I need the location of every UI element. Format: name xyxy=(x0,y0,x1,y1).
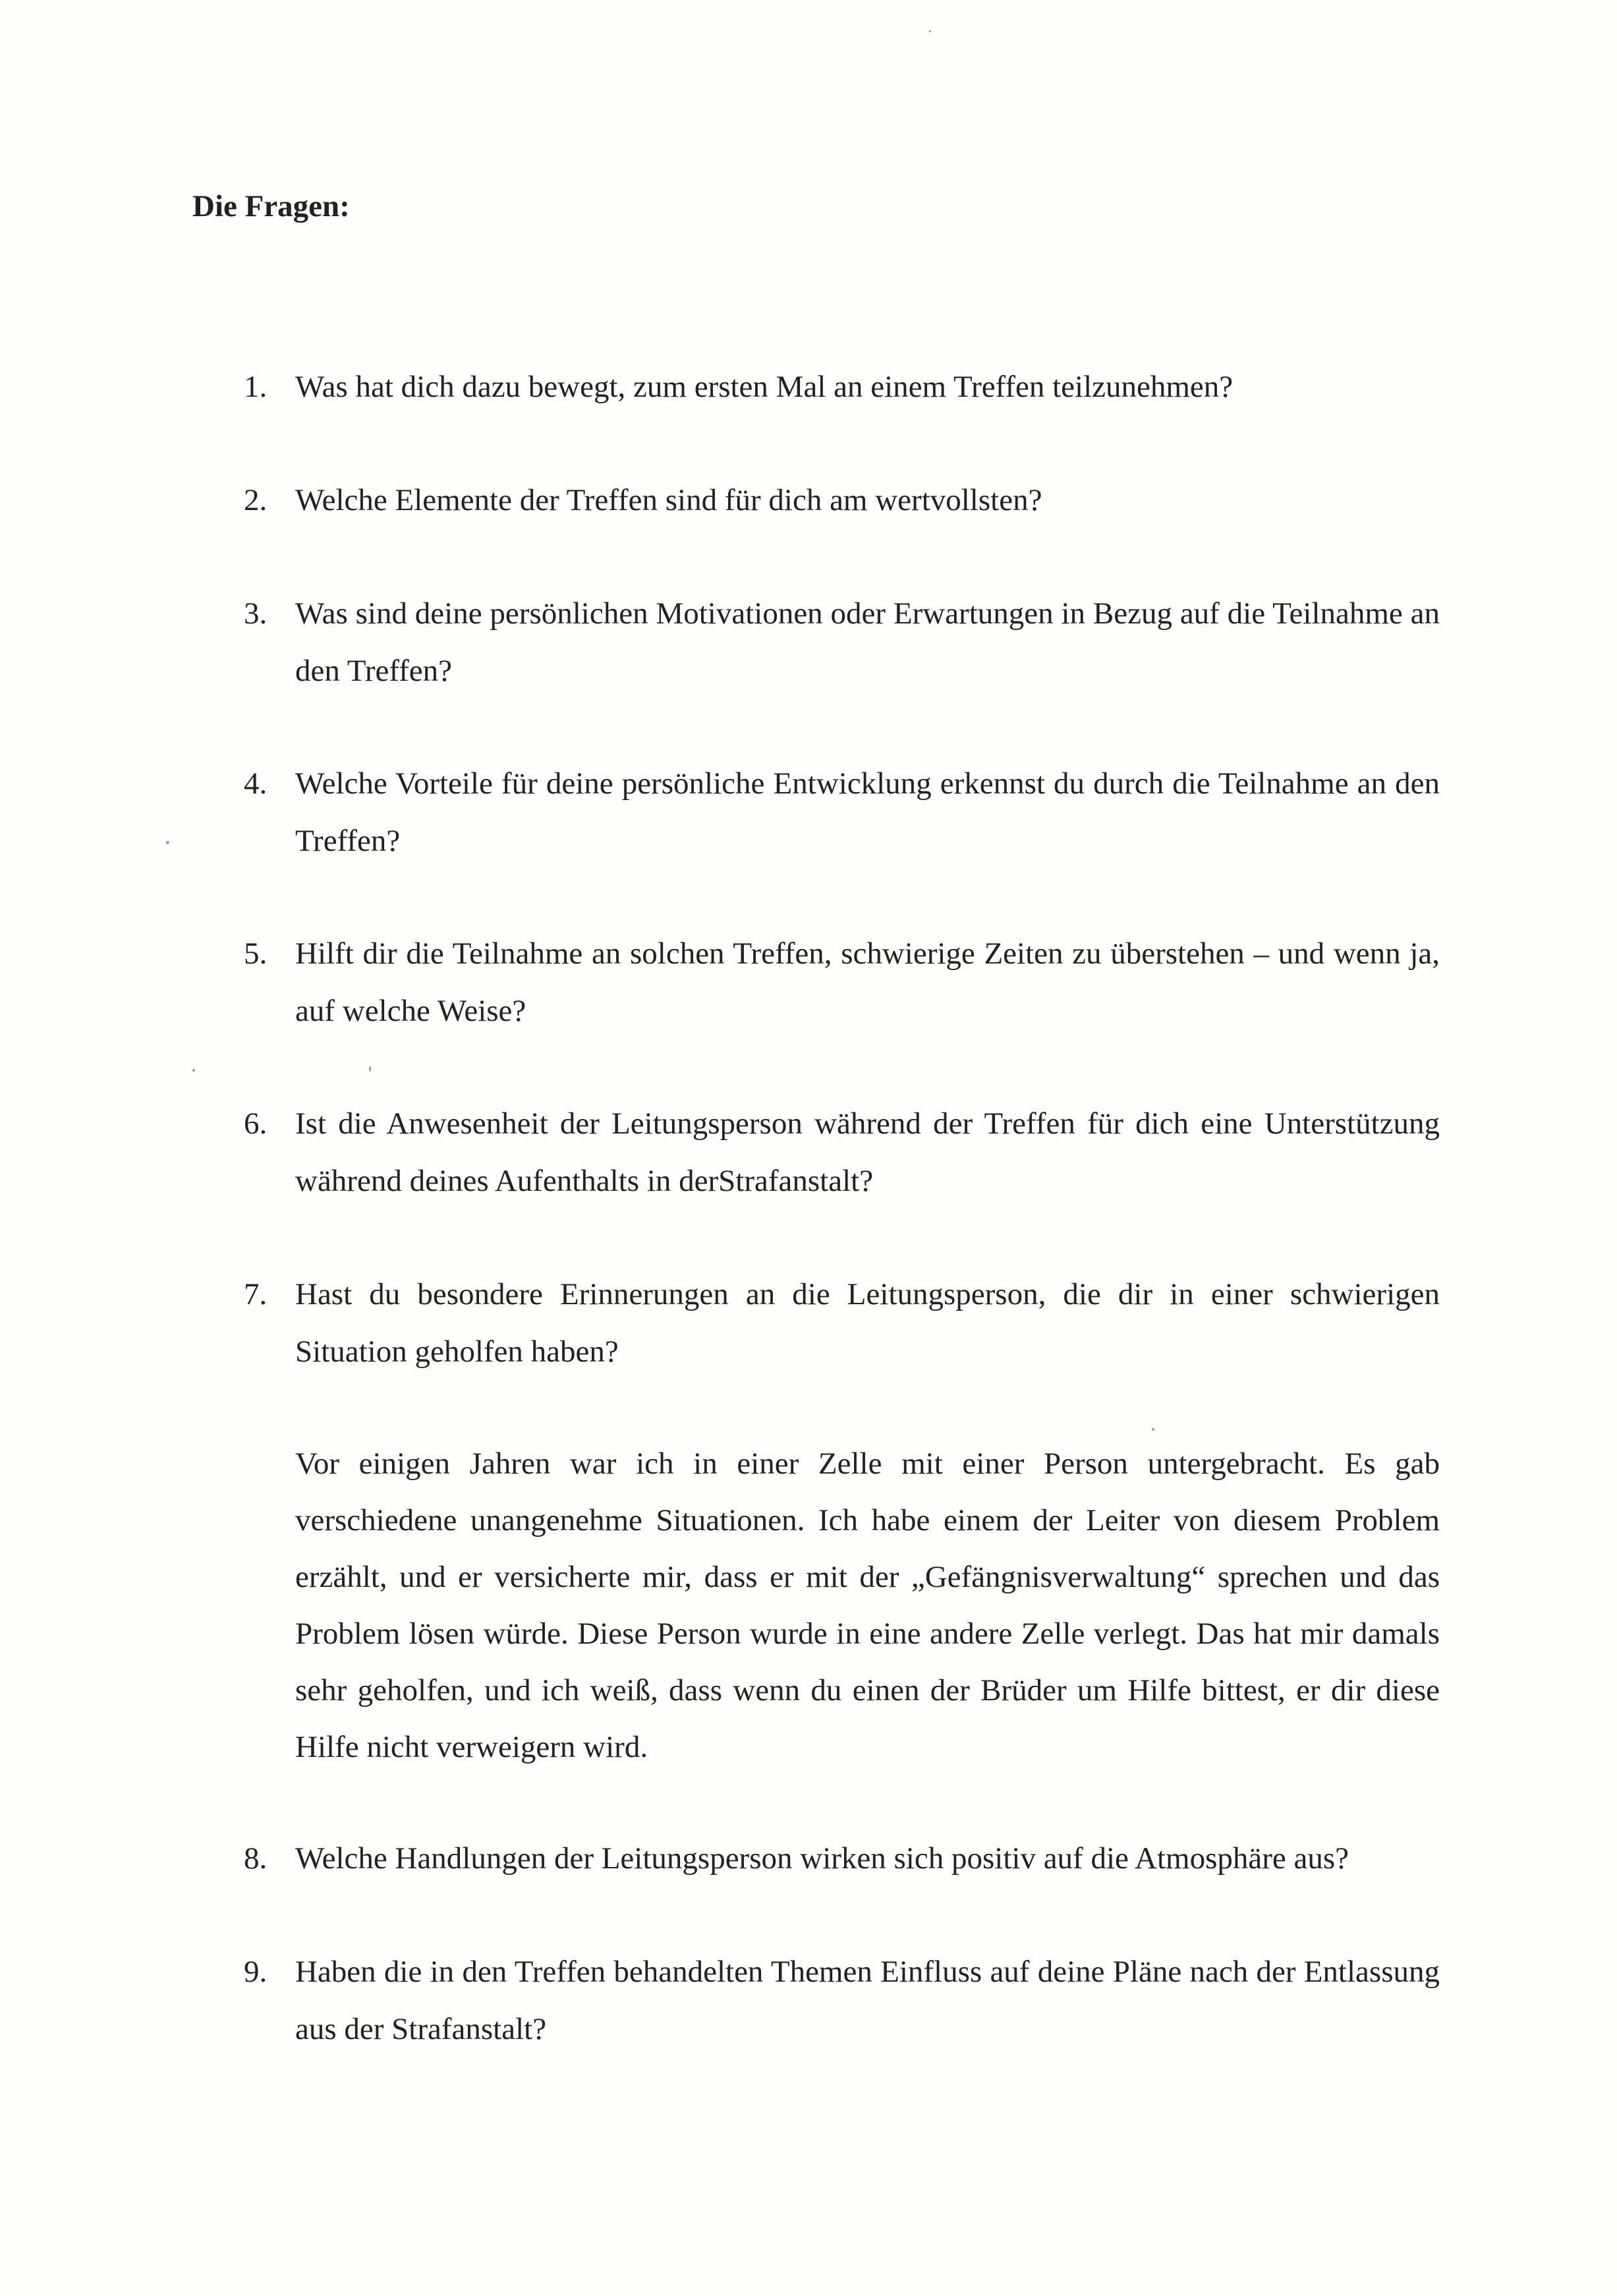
question-number: 3. xyxy=(244,596,268,631)
scan-speck xyxy=(1152,1428,1154,1431)
question-1 xyxy=(244,359,1440,416)
page-title: Die Fragen: xyxy=(192,189,350,223)
answer-paragraph: Vor einigen Jahren war ich in einer Zelle mit einer Person untergebracht. Es gab verschiedene unangenehme Situationen. Ich habe einem der Leiter von diesem Problem erzählt, und er versicherte mir, dass er mit der „Gefängnisverwaltung“ sprechen und das Problem lösen würde. Diese Person wurde in eine andere Zelle verlegt. Das hat mir damals sehr geholfen, und ich weiß, dass wenn du einen der Brüder um Hilfe bittest, er dir diese Hilfe nicht verweigern wird. xyxy=(295,1447,1440,1764)
scan-speck xyxy=(369,1066,371,1072)
question-number: 9. xyxy=(244,1955,268,1989)
question-text: Welche Vorteile für deine persönliche Entwicklung erkennst du durch die Teilnahme an den Treffen? xyxy=(295,766,1440,858)
scan-speck xyxy=(929,30,931,32)
question-6 xyxy=(244,1095,1440,1210)
question-text: Welche Handlungen der Leitungsperson wirken sich positiv auf die Atmosphäre aus? xyxy=(295,1841,1349,1876)
question-4 xyxy=(244,755,1440,870)
question-text: Hilft dir die Teilnahme an solchen Treffen, schwierige Zeiten zu überstehen – und wenn ja, auf welche Weise? xyxy=(295,936,1440,1028)
question-5 xyxy=(244,925,1440,1040)
question-number: 1. xyxy=(244,370,268,404)
question-number: 4. xyxy=(244,766,268,801)
question-9 xyxy=(244,1943,1440,2058)
scan-speck xyxy=(166,841,169,844)
question-text: Haben die in den Treffen behandelten Themen Einfluss auf deine Pläne nach der Entlassung aus der Strafanstalt? xyxy=(295,1955,1440,2046)
question-number: 2. xyxy=(244,483,268,517)
question-2 xyxy=(244,472,1440,529)
question-number: 6. xyxy=(244,1106,268,1141)
question-number: 7. xyxy=(244,1277,268,1311)
scan-speck xyxy=(192,1069,195,1072)
question-text: Welche Elemente der Treffen sind für dich am wertvollsten? xyxy=(295,483,1042,517)
question-text: Was hat dich dazu bewegt, zum ersten Mal an einem Treffen teilzunehmen? xyxy=(295,370,1234,404)
question-8 xyxy=(244,1830,1440,1887)
question-number: 5. xyxy=(244,936,268,971)
question-number: 8. xyxy=(244,1841,268,1876)
question-7 xyxy=(244,1266,1440,1381)
question-text: Hast du besondere Erinnerungen an die Leitungsperson, die dir in einer schwierigen Situation geholfen haben? xyxy=(295,1277,1440,1369)
question-3 xyxy=(244,585,1440,700)
question-text: Ist die Anwesenheit der Leitungsperson während der Treffen für dich eine Unterstützung während deines Aufenthalts in derStrafanstalt? xyxy=(295,1106,1440,1198)
question-text: Was sind deine persönlichen Motivationen oder Erwartungen in Bezug auf die Teilnahme an den Treffen? xyxy=(295,596,1440,688)
